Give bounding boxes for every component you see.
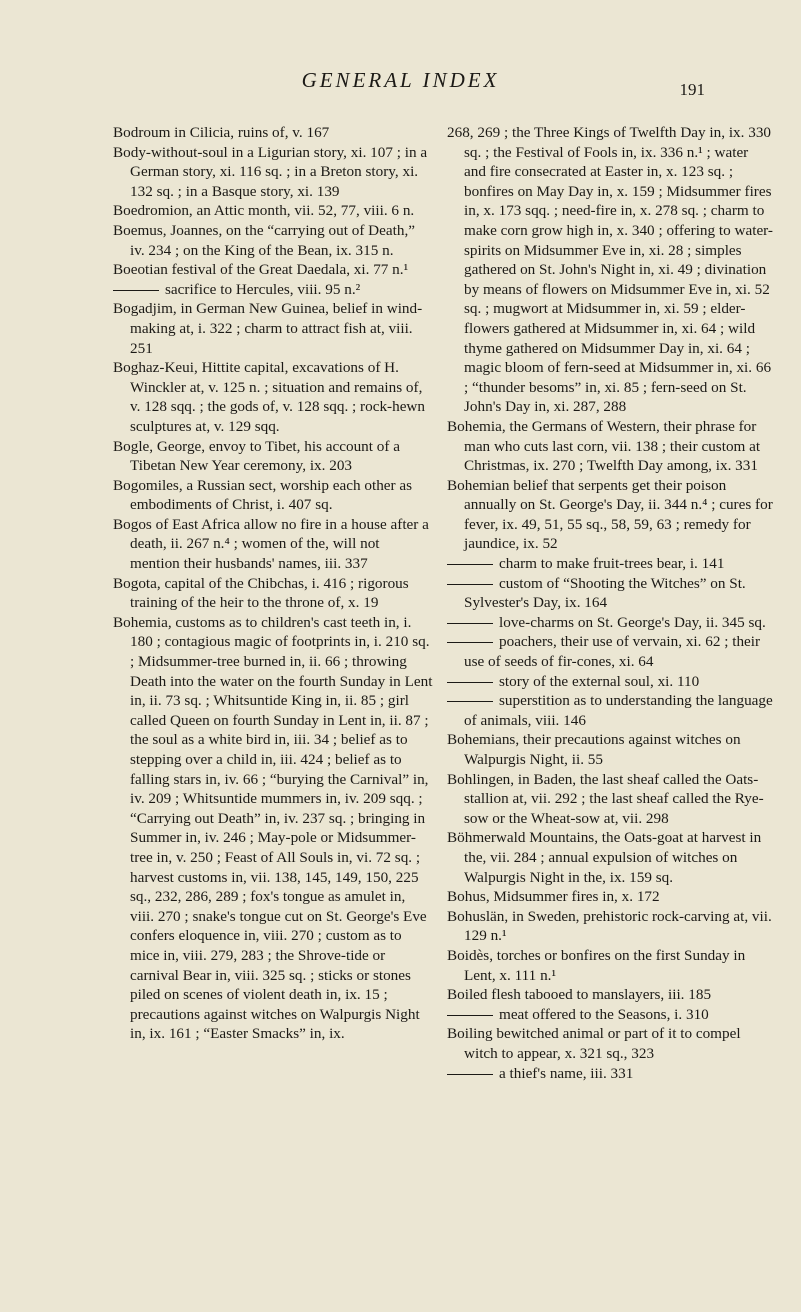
entry-text: Bogos of East Africa allow no fire in a house after a death, ii. 267 n.⁴ ; women of the, will not mention their husbands' names, iii. 337 [113, 515, 429, 573]
index-entry [113, 613, 433, 1044]
entry-text: love-charms on St. George's Day, ii. 345 sq. [499, 613, 766, 631]
entry-text: Bogadjim, in German New Guinea, belief in wind-making at, i. 322 ; charm to attract fish at, viii. 251 [113, 300, 423, 357]
ditto-dash [447, 682, 493, 683]
entry-text: Bodroum in Cilicia, ruins of, v. 167 [113, 124, 330, 141]
index-subentry [447, 632, 773, 671]
entry-text: Bogle, George, envoy to Tibet, his account of a Tibetan New Year ceremony, ix. 203 [113, 437, 400, 475]
index-subentry [447, 574, 773, 613]
index-entry [113, 221, 433, 260]
index-entry [447, 946, 773, 985]
index-entry [447, 417, 773, 476]
entry-text: story of the external soul, xi. 110 [499, 672, 700, 690]
index-entry [113, 574, 433, 613]
entry-text: poachers, their use of vervain, xi. 62 ; their use of seeds of fir-cones, xi. 64 [464, 633, 761, 671]
entry-text: sacrifice to Hercules, viii. 95 n.² [165, 280, 361, 298]
index-subentry [447, 613, 773, 633]
entry-text: Boeotian festival of the Great Daedala, xi. 77 n.¹ [113, 261, 409, 279]
index-entry [113, 437, 433, 476]
index-entry [113, 515, 433, 574]
index-entry [113, 358, 433, 436]
entry-text: Bohemia, customs as to children's cast teeth in, i. 180 ; contagious magic of footprints in, i. 210 sq. ; Midsummer-tree burned in, ii. 66 ; throwing Death into the water on the fourth Sunday in Lent in, ii. 73 sq. ; Whitsuntide King in, ii. 85 ; girl called Queen on fourth Sunday in Lent in, ii. 87 ; the soul as a white bird in, iii. 34 ; belief as to stepping over a child in, iii. 424 ; belief as to falling stars in, iv. 66 ; “burying the Carnival” in, iv. 209 ; Whitsuntide mummers in, iv. 209 sqq. ; “Carrying out Death” in, iv. 237 sq. ; bringing in Summer in, iv. 246 ; May-pole or Midsummer-tree in, v. 250 ; Feast of All Souls in, vi. 72 sq. ; harvest customs in, vii. 138, 145, 149, 150, 225 sq., 232, 286, 289 ; fox's tongue as amulet in, viii. 270 ; snake's tongue cut on St. George's Eve confers eloquence in, viii. 270 ; custom as to mice in, viii. 279, 283 ; the Shrove-tide or carnival Bear in, viii. 325 sq. ; sticks or stones piled on scenes of violent death in, ix. 15 ; precautions against witches on Walpurgis Night in, ix. 161 ; “Easter Smacks” in, ix. [113, 613, 433, 1043]
ditto-dash [447, 584, 493, 585]
entry-text: Bogota, capital of the Chibchas, i. 416 ; rigorous training of the heir to the throne of, x. 19 [113, 574, 409, 612]
page-title: GENERAL INDEX [301, 68, 500, 92]
entry-text: Bohus, Midsummer fires in, x. 172 [447, 888, 660, 906]
ditto-dash [447, 564, 493, 565]
index-subentry [447, 554, 773, 574]
ditto-dash [113, 290, 159, 291]
entry-text: Boemus, Joannes, on the “carrying out of Death,” iv. 234 ; on the King of the Bean, ix. 315 n. [113, 221, 415, 259]
ditto-dash [447, 1074, 493, 1075]
entry-text: Body-without-soul in a Ligurian story, xi. 107 ; in a German story, xi. 116 sq. ; in a Breton story, xi. 132 sq. ; in a Basque story, xi. 139 [113, 143, 428, 200]
index-entry [113, 123, 433, 143]
entry-text: custom of “Shooting the Witches” on St. Sylvester's Day, ix. 164 [464, 574, 746, 612]
entry-text: Bohuslän, in Sweden, prehistoric rock-carving at, vii. 129 n.¹ [447, 907, 772, 945]
index-entry [447, 828, 773, 887]
entry-text: charm to make fruit-trees bear, i. 141 [499, 555, 725, 573]
running-header [0, 68, 801, 108]
entry-text: a thief's name, iii. 331 [499, 1064, 634, 1082]
index-entry [113, 476, 433, 515]
index-subentry [447, 672, 773, 692]
entry-text: Bohemian belief that serpents get their poison annually on St. George's Day, ii. 344 n.⁴ ; cures for fever, ix. 49, 51, 55 sq., 58, 59, 63 ; remedy for jaundice, ix. 52 [447, 476, 773, 553]
entry-text: Bogomiles, a Russian sect, worship each other as embodiments of Christ, i. 407 sq. [113, 476, 413, 514]
index-column-right [447, 123, 773, 1083]
index-entry [447, 770, 773, 829]
index-subentry [447, 691, 773, 730]
index-entry [447, 123, 773, 417]
index-subentry [113, 280, 433, 300]
index-entry [113, 143, 433, 202]
entry-text: Boiling bewitched animal or part of it to compel witch to appear, x. 321 sq., 323 [447, 1025, 741, 1062]
entry-text: meat offered to the Seasons, i. 310 [499, 1005, 709, 1023]
index-entry [447, 1024, 773, 1063]
index-entry [113, 260, 433, 280]
entry-text: Boghaz-Keui, Hittite capital, excavations of H. Winckler at, v. 125 n. ; situation and remains of, v. 128 sqq. ; the gods of, v. 128 sqq. ; rock-hewn sculptures at, v. 129 sqq. [113, 359, 425, 435]
page-number: 191 [679, 80, 705, 99]
index-subentry [447, 1005, 773, 1025]
entry-text: superstition as to understanding the language of animals, viii. 146 [464, 692, 773, 729]
entry-text: Boiled flesh tabooed to manslayers, iii. 185 [447, 986, 712, 1004]
index-column-left [113, 123, 433, 1044]
ditto-dash [447, 642, 493, 643]
entry-text: Bohlingen, in Baden, the last sheaf called the Oats-stallion at, vii. 292 ; the last sheaf called the Rye-sow or the Wheat-sow at, vii. 298 [447, 770, 764, 827]
entry-text: Bohemia, the Germans of Western, their phrase for man who cuts last corn, vii. 138 ; their custom at Christmas, ix. 270 ; Twelfth Day among, ix. 331 [447, 417, 761, 475]
entry-text: Boedromion, an Attic month, vii. 52, 77, viii. 6 n. [113, 202, 415, 220]
index-entry [447, 476, 773, 554]
index-entry [447, 907, 773, 946]
index-subentry [447, 1064, 773, 1084]
entry-text: Bohemians, their precautions against witches on Walpurgis Night, ii. 55 [447, 731, 741, 768]
index-entry [113, 201, 433, 221]
index-entry [113, 299, 433, 358]
entry-text: Böhmerwald Mountains, the Oats-goat at harvest in the, vii. 284 ; annual expulsion of witches on Walpurgis Night in the, ix. 159 sq. [447, 829, 762, 886]
entry-text: 268, 269 ; the Three Kings of Twelfth Day in, ix. 330 sq. ; the Festival of Fools in, ix. 336 n.¹ ; water and fire consecrated at Easter in, x. 123 sq. ; bonfires on May Day in, x. 159 ; Midsummer fires in, x. 173 sqq. ; need-fire in, x. 278 sq. ; charm to make corn grow high in, x. 340 ; offering to water-spirits on Midsummer Eve in, xi. 28 ; simples gathered on St. John's Night in, xi. 49 ; divination by means of flowers on Midsummer Eve in, xi. 52 sq. ; mugwort at Midsummer in, xi. 59 ; elder-flowers gathered at Midsummer in, xi. 64 ; wild thyme gathered on Midsummer Day in, xi. 64 ; magic bloom of fern-seed at Midsummer in, xi. 66 ; “thunder besoms” in, xi. 85 ; fern-seed on St. John's Day in, xi. 287, 288 [447, 124, 773, 416]
ditto-dash [447, 623, 493, 624]
index-entry [447, 985, 773, 1005]
entry-text: Boidès, torches or bonfires on the first Sunday in Lent, x. 111 n.¹ [447, 946, 746, 984]
ditto-dash [447, 1015, 493, 1016]
index-entry [447, 887, 773, 907]
index-entry [447, 730, 773, 769]
ditto-dash [447, 701, 493, 702]
